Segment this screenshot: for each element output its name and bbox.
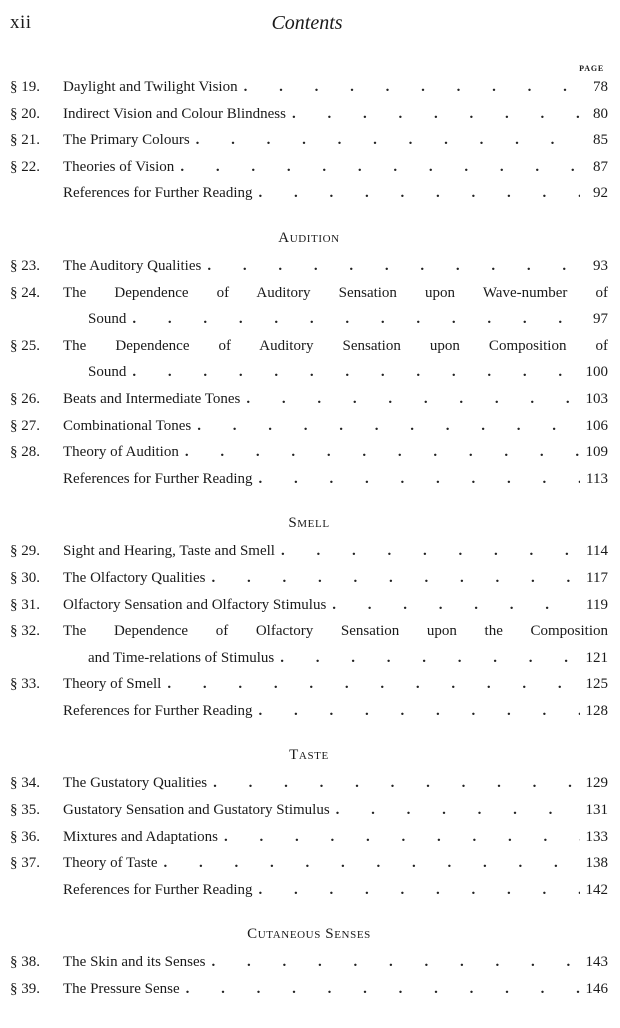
contents-entry — [10, 413, 608, 440]
section-number: § 36. — [10, 828, 40, 845]
entry-title-continued: and Time-relations of Stimulus — [88, 649, 275, 666]
entry-title: Beats and Intermediate Tones — [63, 390, 241, 407]
page-number: 103 — [585, 390, 608, 407]
page-number: 143 — [585, 954, 608, 971]
entry-title-row — [63, 850, 608, 877]
section-number: § 26. — [10, 390, 40, 407]
page-number: 121 — [585, 649, 608, 666]
entry-title-row — [63, 671, 608, 698]
contents-entry — [10, 698, 608, 725]
dot-leader — [246, 386, 580, 413]
entry-title-row — [63, 74, 608, 101]
entry-title: Indirect Vision and Colour Blindness — [63, 105, 286, 122]
entry-title-row — [63, 439, 608, 466]
entry-title-row — [63, 797, 608, 824]
page-number: 78 — [593, 79, 608, 95]
page-number: 106 — [585, 417, 608, 434]
page-title: Contents — [271, 12, 343, 34]
page-number: 97 — [593, 311, 608, 328]
section-number: § 37. — [10, 855, 40, 872]
entry-title-row — [63, 101, 608, 128]
contents-entry — [10, 538, 608, 565]
entry-title-row — [63, 154, 608, 181]
entry-title-continued: Sound — [88, 311, 127, 328]
dot-leader — [280, 645, 580, 672]
entry-title: References for Further Reading — [63, 185, 253, 202]
entry-title: The Skin and its Senses — [63, 954, 206, 971]
dot-leader — [180, 154, 580, 181]
page-column-label: PAGE — [579, 64, 604, 73]
page-number: 117 — [586, 569, 608, 586]
entry-title-row — [63, 565, 608, 592]
page-number: 142 — [585, 881, 608, 898]
dot-leader — [224, 824, 580, 851]
entry-title: Daylight and Twilight Vision — [63, 79, 238, 95]
page-number: 109 — [585, 444, 608, 461]
entry-title: The Auditory Qualities — [63, 257, 202, 274]
group-spacer — [10, 724, 608, 734]
section-heading: Smell — [288, 515, 330, 532]
section-heading: Taste — [289, 747, 329, 764]
page-number: 125 — [585, 676, 608, 693]
entry-title: Olfactory Sensation and Olfactory Stimulus — [63, 596, 327, 613]
group-spacer — [10, 492, 608, 502]
entry-title: References for Further Reading — [63, 881, 253, 898]
entry-title: Theory of Taste — [63, 855, 158, 872]
contents-entry — [10, 466, 608, 493]
dot-leader — [259, 466, 580, 493]
entry-title: Sight and Hearing, Taste and Smell — [63, 543, 275, 560]
entry-title-row — [63, 976, 608, 1003]
contents-entry — [10, 386, 608, 413]
entry-title-row — [63, 386, 608, 413]
contents-entry — [10, 127, 608, 154]
section-number: § 35. — [10, 802, 40, 819]
page-number: 119 — [586, 596, 608, 613]
page-number: 128 — [585, 702, 608, 719]
section-number: § 28. — [10, 444, 40, 461]
section-number: § 23. — [10, 257, 40, 274]
page-number: 85 — [593, 132, 608, 149]
contents-entry — [10, 824, 608, 851]
section-number: § 31. — [10, 596, 40, 613]
dot-leader — [212, 949, 581, 976]
section-number: § 24. — [10, 284, 40, 301]
dot-leader — [281, 538, 580, 565]
section-number: § 27. — [10, 417, 40, 434]
entry-title: Combinational Tones — [63, 417, 192, 434]
dot-leader — [292, 101, 580, 128]
dot-leader — [259, 877, 580, 904]
page-number: 80 — [593, 105, 608, 122]
contents-list — [10, 74, 608, 1003]
page-number: 113 — [586, 470, 608, 487]
section-number: § 39. — [10, 981, 40, 998]
entry-title-continued: Sound — [88, 364, 127, 381]
contents-entry-line — [10, 618, 608, 645]
entry-title-row — [63, 770, 608, 797]
page-number: 129 — [585, 775, 608, 792]
contents-entry — [10, 439, 608, 466]
dot-leader — [259, 698, 580, 725]
contents-entry — [10, 180, 608, 207]
entry-title: References for Further Reading — [63, 470, 253, 487]
entry-title: Gustatory Sensation and Gustatory Stimulus — [63, 802, 330, 819]
section-number: § 38. — [10, 954, 40, 971]
contents-entry — [10, 671, 608, 698]
section-number: § 34. — [10, 775, 40, 792]
entry-title: The Dependence of Olfactory Sensation upon the Composition — [63, 623, 608, 640]
dot-leader — [186, 976, 580, 1003]
section-number: § 32. — [10, 623, 40, 640]
entry-title-row — [63, 180, 608, 207]
entry-title: The Gustatory Qualities — [63, 775, 208, 792]
section-number: § 30. — [10, 569, 40, 586]
contents-entry — [10, 770, 608, 797]
entry-title-row — [88, 359, 608, 386]
section-heading: Audition — [278, 229, 340, 246]
dot-leader — [332, 592, 580, 619]
contents-entry — [10, 101, 608, 128]
dot-leader — [244, 74, 580, 101]
dot-leader — [213, 770, 580, 797]
running-head — [10, 12, 604, 38]
section-heading: Cutaneous Senses — [247, 926, 371, 943]
dot-leader — [132, 359, 580, 386]
contents-entry — [10, 592, 608, 619]
entry-title-row — [63, 253, 608, 280]
contents-entry — [10, 877, 608, 904]
page-number: 133 — [585, 828, 608, 845]
entry-title: The Primary Colours — [63, 132, 190, 149]
contents-entry — [10, 949, 608, 976]
entry-title: Theory of Audition — [63, 444, 179, 461]
contents-entry-line — [10, 359, 608, 386]
entry-title-row — [63, 413, 608, 440]
page-number: 87 — [593, 158, 608, 175]
contents-entry — [10, 74, 608, 101]
entry-title-row — [63, 538, 608, 565]
contents-entry — [10, 976, 608, 1003]
entry-title: Theory of Smell — [63, 676, 162, 693]
entry-title: The Olfactory Qualities — [63, 569, 206, 586]
entry-title-row — [63, 127, 608, 154]
section-number: § 25. — [10, 337, 40, 354]
entry-title: References for Further Reading — [63, 702, 253, 719]
entry-title: The Dependence of Auditory Sensation upon Wave-number of — [63, 284, 608, 301]
section-number: § 21. — [10, 132, 40, 149]
contents-entry-line — [10, 306, 608, 333]
entry-title-row — [63, 877, 608, 904]
section-number: § 29. — [10, 543, 40, 560]
contents-entry-line — [10, 280, 608, 307]
section-number: § 33. — [10, 676, 40, 693]
entry-title-row — [63, 466, 608, 493]
entry-title: The Pressure Sense — [63, 981, 180, 998]
entry-title-row — [63, 592, 608, 619]
entry-title-row — [88, 306, 608, 333]
dot-leader — [185, 439, 580, 466]
dot-leader — [336, 797, 580, 824]
page-number: 146 — [585, 981, 608, 998]
contents-entry-line — [10, 645, 608, 672]
page-number: 138 — [585, 855, 608, 872]
page-folio: xii — [10, 12, 32, 33]
page-number: 131 — [585, 802, 608, 819]
contents-entry — [10, 797, 608, 824]
entry-title-row — [63, 949, 608, 976]
entry-title: Mixtures and Adaptations — [63, 828, 218, 845]
contents-entry-line — [10, 333, 608, 360]
dot-leader — [211, 565, 580, 592]
dot-leader — [167, 671, 580, 698]
page-number: 114 — [586, 543, 608, 560]
contents-entry — [10, 565, 608, 592]
dot-leader — [163, 850, 580, 877]
group-spacer — [10, 903, 608, 913]
dot-leader — [132, 306, 580, 333]
entry-title-row — [63, 698, 608, 725]
entry-title: The Dependence of Auditory Sensation upon Composition of — [63, 337, 608, 354]
contents-entry — [10, 154, 608, 181]
contents-entry — [10, 850, 608, 877]
page-number: 100 — [585, 364, 608, 381]
entry-title-row — [88, 645, 608, 672]
page-number: 93 — [593, 257, 608, 274]
entry-title: Theories of Vision — [63, 158, 175, 175]
group-spacer — [10, 207, 608, 217]
dot-leader — [207, 253, 580, 280]
entry-title-row — [63, 824, 608, 851]
contents-entry — [10, 253, 608, 280]
section-number: § 20. — [10, 105, 40, 122]
dot-leader — [197, 413, 580, 440]
page-number: 92 — [593, 185, 608, 202]
section-number: § 22. — [10, 158, 40, 175]
dot-leader — [196, 127, 580, 154]
section-number: § 19. — [10, 79, 40, 95]
dot-leader — [259, 180, 580, 207]
